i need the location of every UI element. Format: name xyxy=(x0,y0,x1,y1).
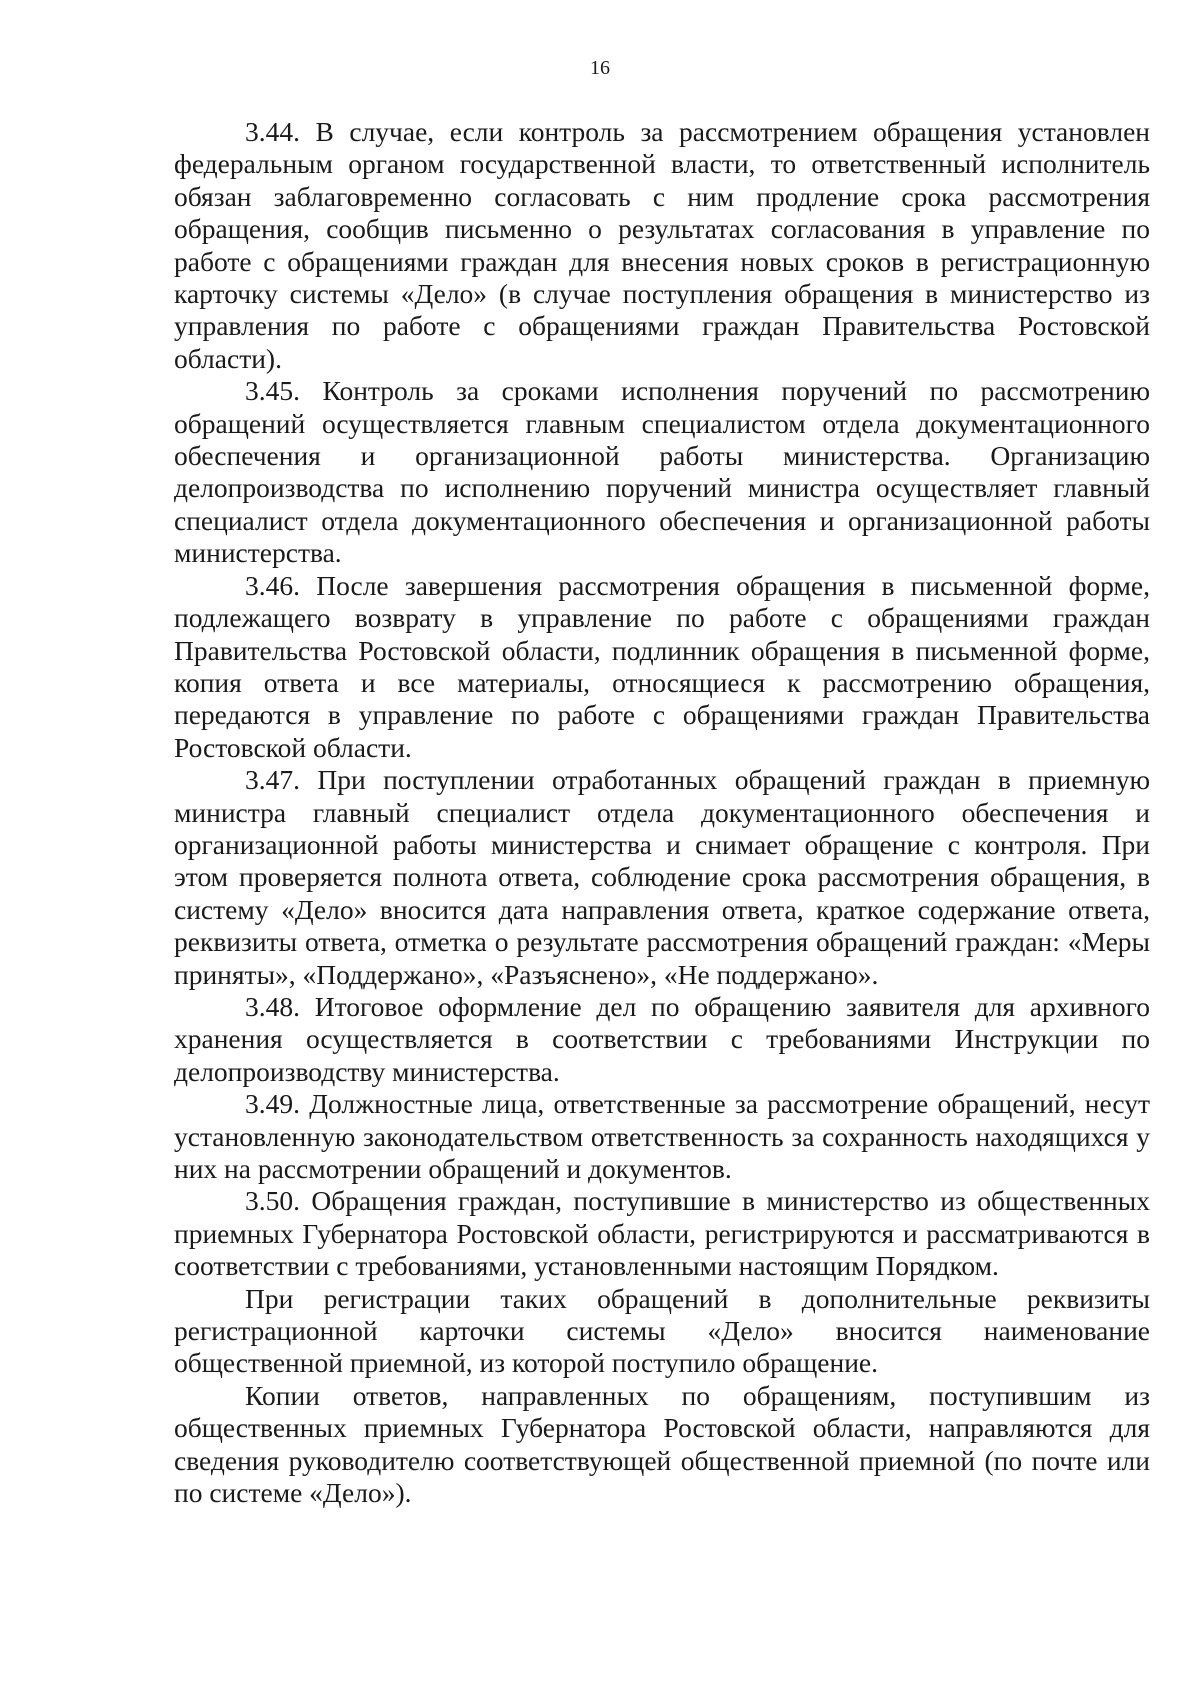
paragraph-3-48: 3.48. Итоговое оформление дел по обращению заявителя для архивного хранения осуществляется в соответствии с требованиями Инструкции по делопроизводству министерства. xyxy=(174,990,1150,1087)
paragraph-3-46: 3.46. После завершения рассмотрения обращения в письменной форме, подлежащего возврату в управление по работе с обращениями граждан Правительства Ростовской области, подлинник обращения в письменной форме, копия ответа и все материалы, относящиеся к рассмотрению обращения, передаются в управление по работе с обращениями граждан Правительства Ростовской области. xyxy=(174,569,1150,763)
paragraph-copies: Копии ответов, направленных по обращениям, поступившим из общественных приемных Губернатора Ростовской области, направляются для сведения руководителю соответствующей общественной приемной (по почте или по системе «Дело»). xyxy=(174,1379,1150,1509)
paragraph-3-44: 3.44. В случае, если контроль за рассмотрением обращения установлен федеральным органом государственной власти, то ответственный исполнитель обязан заблаговременно согласовать с ним продление срока рассмотрения обращения, сообщив письменно о результатах согласования в управление по работе с обращениями граждан для внесения новых сроков в регистрационную карточку системы «Дело» (в случае поступления обращения в министерство из управления по работе с обращениями граждан Правительства Ростовской области). xyxy=(174,116,1150,374)
paragraph-3-50: 3.50. Обращения граждан, поступившие в министерство из общественных приемных Губернатора Ростовской области, регистрируются и рассматриваются в соответствии с требованиями, установленными настоящим Порядком. xyxy=(174,1185,1150,1282)
page-number: 16 xyxy=(590,57,610,79)
document-body xyxy=(174,116,1150,1509)
paragraph-3-47: 3.47. При поступлении отработанных обращений граждан в приемную министра главный специалист отдела документационного обеспечения и организационной работы министерства и снимает обращение с контроля. При этом проверяется полнота ответа, соблюдение срока рассмотрения обращения, в систему «Дело» вносится дата направления ответа, краткое содержание ответа, реквизиты ответа, отметка о результате рассмотрения обращений граждан: «Меры приняты», «Поддержано», «Разъяснено», «Не поддержано». xyxy=(174,764,1150,990)
paragraph-3-49: 3.49. Должностные лица, ответственные за рассмотрение обращений, несут установленную законодательством ответственность за сохранность находящихся у них на рассмотрении обращений и документов. xyxy=(174,1088,1150,1184)
paragraph-registration: При регистрации таких обращений в дополнительные реквизиты регистрационной карточки системы «Дело» вносится наименование общественной приемной, из которой поступило обращение. xyxy=(174,1282,1150,1379)
paragraph-3-45: 3.45. Контроль за сроками исполнения поручений по рассмотрению обращений осуществляется главным специалистом отдела документационного обеспечения и организационной работы министерства. Организацию делопроизводства по исполнению поручений министра осуществляет главный специалист отдела документационного обеспечения и организационной работы министерства. xyxy=(174,375,1150,569)
